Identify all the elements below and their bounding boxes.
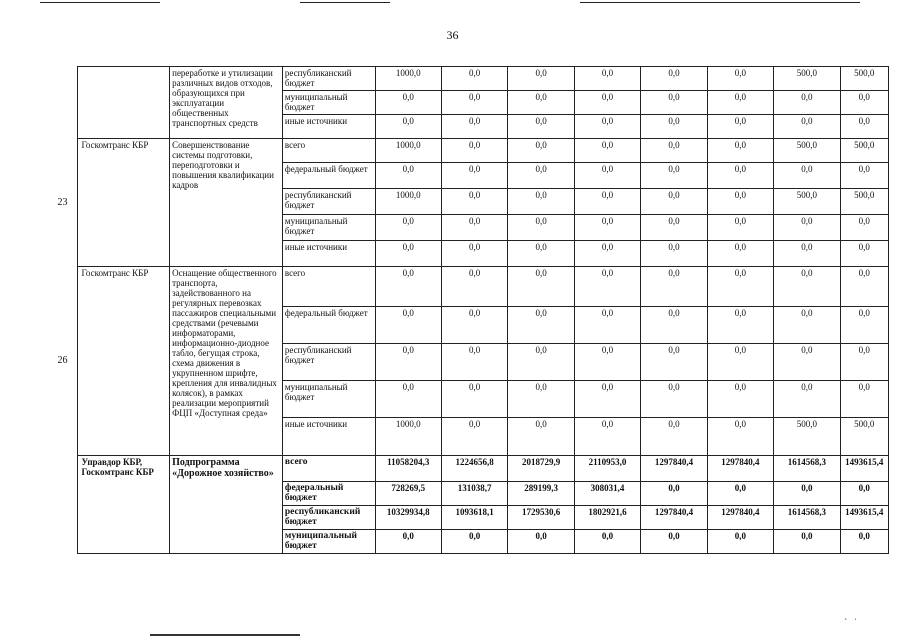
value-cell: 0,0 — [375, 344, 441, 381]
value-cell: 0,0 — [707, 241, 773, 267]
value-cell: 131038,7 — [441, 482, 507, 506]
value-cell: 0,0 — [508, 91, 574, 115]
value-cell: 0,0 — [508, 344, 574, 381]
value-cell: 1614568,3 — [774, 506, 840, 530]
value-cell: 0,0 — [574, 115, 640, 139]
value-cell: 0,0 — [707, 381, 773, 418]
budget-table — [57, 66, 889, 554]
value-cell: 0,0 — [774, 381, 840, 418]
value-cell: 1093618,1 — [441, 506, 507, 530]
value-cell: 0,0 — [441, 307, 507, 344]
value-cell: 2018729,9 — [508, 456, 574, 482]
value-cell: 0,0 — [707, 115, 773, 139]
table-row — [77, 456, 889, 482]
value-cell: 0,0 — [774, 482, 840, 506]
value-cell: 0,0 — [707, 344, 773, 381]
value-cell: 308031,4 — [574, 482, 640, 506]
value-cell: 0,0 — [707, 482, 773, 506]
value-cell: 0,0 — [840, 381, 888, 418]
value-cell: 0,0 — [774, 344, 840, 381]
top-rule-right — [580, 2, 860, 3]
value-cell: 0,0 — [774, 91, 840, 115]
value-cell: 0,0 — [641, 91, 707, 115]
funding-source: республиканский бюджет — [282, 189, 375, 215]
value-cell: 0,0 — [840, 91, 888, 115]
funding-source: иные источники — [282, 115, 375, 139]
value-cell: 1000,0 — [375, 418, 441, 456]
value-cell: 0,0 — [508, 307, 574, 344]
value-cell: 0,0 — [641, 267, 707, 307]
value-cell: 0,0 — [840, 241, 888, 267]
value-cell: 0,0 — [774, 267, 840, 307]
value-cell: 0,0 — [441, 267, 507, 307]
activity-description: Подпрограмма «Дорожное хозяйство» — [170, 456, 283, 554]
value-cell: 1297840,4 — [641, 456, 707, 482]
value-cell: 0,0 — [707, 418, 773, 456]
value-cell: 1000,0 — [375, 139, 441, 163]
value-cell: 1493615,4 — [840, 506, 888, 530]
value-cell: 0,0 — [441, 530, 507, 554]
value-cell: 0,0 — [508, 241, 574, 267]
value-cell: 0,0 — [508, 139, 574, 163]
value-cell: 0,0 — [774, 215, 840, 241]
value-cell: 0,0 — [707, 139, 773, 163]
funding-source: иные источники — [282, 241, 375, 267]
value-cell: 0,0 — [441, 115, 507, 139]
value-cell: 1802921,6 — [574, 506, 640, 530]
funding-source: всего — [282, 267, 375, 307]
value-cell: 500,0 — [840, 139, 888, 163]
value-cell: 500,0 — [840, 67, 888, 91]
value-cell: 10329934,8 — [375, 506, 441, 530]
value-cell: 0,0 — [840, 115, 888, 139]
value-cell: 0,0 — [441, 163, 507, 189]
value-cell: 0,0 — [574, 530, 640, 554]
value-cell: 0,0 — [574, 241, 640, 267]
funding-source: муниципальный бюджет — [282, 215, 375, 241]
value-cell: 0,0 — [508, 215, 574, 241]
executor-cell — [77, 67, 170, 139]
value-cell: 0,0 — [508, 163, 574, 189]
value-cell: 1297840,4 — [641, 506, 707, 530]
value-cell: 1000,0 — [375, 67, 441, 91]
value-cell: 0,0 — [641, 139, 707, 163]
activity-description: Совершенствование системы подготовки, переподготовки и повышения квалификации кадров — [170, 139, 283, 267]
funding-source: всего — [282, 139, 375, 163]
executor-cell — [77, 456, 170, 554]
value-cell: 0,0 — [574, 67, 640, 91]
bottom-rule — [150, 634, 300, 636]
value-cell: 1614568,3 — [774, 456, 840, 482]
value-cell: 0,0 — [707, 215, 773, 241]
funding-source: муниципальный бюджет — [282, 530, 375, 554]
value-cell: 0,0 — [375, 241, 441, 267]
value-cell: 0,0 — [574, 381, 640, 418]
top-rule-mid — [300, 2, 390, 3]
value-cell: 0,0 — [641, 115, 707, 139]
value-cell: 0,0 — [375, 530, 441, 554]
value-cell: 2110953,0 — [574, 456, 640, 482]
value-cell: 0,0 — [574, 189, 640, 215]
value-cell: 0,0 — [508, 381, 574, 418]
value-cell: 0,0 — [774, 307, 840, 344]
top-rule-left — [40, 2, 160, 3]
value-cell: 0,0 — [707, 267, 773, 307]
value-cell: 0,0 — [375, 115, 441, 139]
funding-source: республиканский бюджет — [282, 67, 375, 91]
funding-source: федеральный бюджет — [282, 163, 375, 189]
value-cell: 0,0 — [441, 91, 507, 115]
scan-mark: ˎ ˌ — [844, 610, 857, 620]
value-cell: 0,0 — [707, 307, 773, 344]
value-cell: 0,0 — [774, 530, 840, 554]
executor-name: Госкомтранс КБР — [81, 268, 149, 278]
value-cell: 0,0 — [641, 530, 707, 554]
value-cell: 0,0 — [641, 189, 707, 215]
value-cell: 0,0 — [508, 267, 574, 307]
value-cell: 1297840,4 — [707, 456, 773, 482]
value-cell: 1729530,6 — [508, 506, 574, 530]
value-cell: 0,0 — [574, 139, 640, 163]
value-cell: 0,0 — [375, 215, 441, 241]
value-cell: 0,0 — [574, 163, 640, 189]
value-cell: 0,0 — [840, 163, 888, 189]
page-number: 36 — [446, 28, 459, 42]
funding-source: республиканский бюджет — [282, 506, 375, 530]
table-row — [77, 67, 889, 91]
value-cell: 0,0 — [840, 307, 888, 344]
value-cell: 0,0 — [707, 91, 773, 115]
value-cell: 500,0 — [840, 418, 888, 456]
value-cell: 0,0 — [375, 91, 441, 115]
value-cell: 0,0 — [508, 530, 574, 554]
value-cell: 1297840,4 — [707, 506, 773, 530]
value-cell: 0,0 — [508, 67, 574, 91]
value-cell: 0,0 — [574, 418, 640, 456]
value-cell: 289199,3 — [508, 482, 574, 506]
value-cell: 0,0 — [641, 163, 707, 189]
value-cell: 0,0 — [774, 241, 840, 267]
value-cell: 0,0 — [441, 344, 507, 381]
table-row — [77, 139, 889, 163]
value-cell: 0,0 — [641, 482, 707, 506]
funding-source: иные источники — [282, 418, 375, 456]
value-cell: 0,0 — [441, 67, 507, 91]
value-cell: 0,0 — [641, 381, 707, 418]
activity-description: Оснащение общественного транспорта, задействованного на регулярных перевозках пассажиров специальными средствами (речевыми информаторами, информационно-диодное табло, бегущая строка, схема движения в укрупненном шрифте, крепления для инвалидных колясок), в рамках реализации мероприятий ФЦП «Доступная среда» — [170, 267, 283, 456]
funding-source: республиканский бюджет — [282, 344, 375, 381]
funding-source: федеральный бюджет — [282, 482, 375, 506]
funding-source: муниципальный бюджет — [282, 381, 375, 418]
executor-name: Управдор КБР, Госкомтранс КБР — [81, 457, 154, 477]
value-cell: 0,0 — [441, 189, 507, 215]
value-cell: 0,0 — [375, 267, 441, 307]
value-cell: 0,0 — [441, 418, 507, 456]
value-cell: 1493615,4 — [840, 456, 888, 482]
value-cell: 0,0 — [441, 241, 507, 267]
funding-source: всего — [282, 456, 375, 482]
value-cell: 0,0 — [641, 215, 707, 241]
value-cell: 500,0 — [774, 139, 840, 163]
executor-name: Госкомтранс КБР — [81, 140, 149, 150]
value-cell: 0,0 — [375, 381, 441, 418]
value-cell: 0,0 — [574, 344, 640, 381]
value-cell: 0,0 — [774, 163, 840, 189]
value-cell: 1224656,8 — [441, 456, 507, 482]
value-cell: 0,0 — [707, 163, 773, 189]
row-number: 23 — [57, 196, 68, 208]
value-cell: 1000,0 — [375, 189, 441, 215]
executor-cell — [57, 267, 170, 456]
value-cell: 0,0 — [840, 344, 888, 381]
table-body — [57, 67, 889, 554]
value-cell: 0,0 — [641, 344, 707, 381]
value-cell: 0,0 — [574, 267, 640, 307]
value-cell: 0,0 — [574, 215, 640, 241]
value-cell: 0,0 — [574, 307, 640, 344]
value-cell: 0,0 — [641, 307, 707, 344]
value-cell: 500,0 — [840, 189, 888, 215]
value-cell: 0,0 — [375, 163, 441, 189]
value-cell: 0,0 — [774, 115, 840, 139]
value-cell: 500,0 — [774, 189, 840, 215]
value-cell: 11058204,3 — [375, 456, 441, 482]
value-cell: 0,0 — [441, 139, 507, 163]
value-cell: 0,0 — [441, 381, 507, 418]
value-cell: 0,0 — [441, 215, 507, 241]
value-cell: 0,0 — [707, 67, 773, 91]
value-cell: 0,0 — [840, 267, 888, 307]
value-cell: 0,0 — [707, 530, 773, 554]
value-cell: 0,0 — [840, 215, 888, 241]
value-cell: 0,0 — [707, 189, 773, 215]
value-cell: 500,0 — [774, 67, 840, 91]
value-cell: 0,0 — [641, 241, 707, 267]
value-cell: 0,0 — [840, 482, 888, 506]
value-cell: 0,0 — [508, 189, 574, 215]
table-row — [77, 267, 889, 307]
value-cell: 0,0 — [641, 418, 707, 456]
value-cell: 500,0 — [774, 418, 840, 456]
executor-cell — [57, 139, 170, 267]
value-cell: 0,0 — [574, 91, 640, 115]
activity-description: переработке и утилизации различных видов отходов, образующихся при эксплуатации общественных транспортных средств — [170, 67, 283, 139]
funding-source: федеральный бюджет — [282, 307, 375, 344]
value-cell: 0,0 — [375, 307, 441, 344]
value-cell: 0,0 — [641, 67, 707, 91]
funding-source: муниципальный бюджет — [282, 91, 375, 115]
value-cell: 0,0 — [840, 530, 888, 554]
value-cell: 0,0 — [508, 115, 574, 139]
value-cell: 0,0 — [508, 418, 574, 456]
row-number: 26 — [57, 355, 68, 366]
value-cell: 728269,5 — [375, 482, 441, 506]
